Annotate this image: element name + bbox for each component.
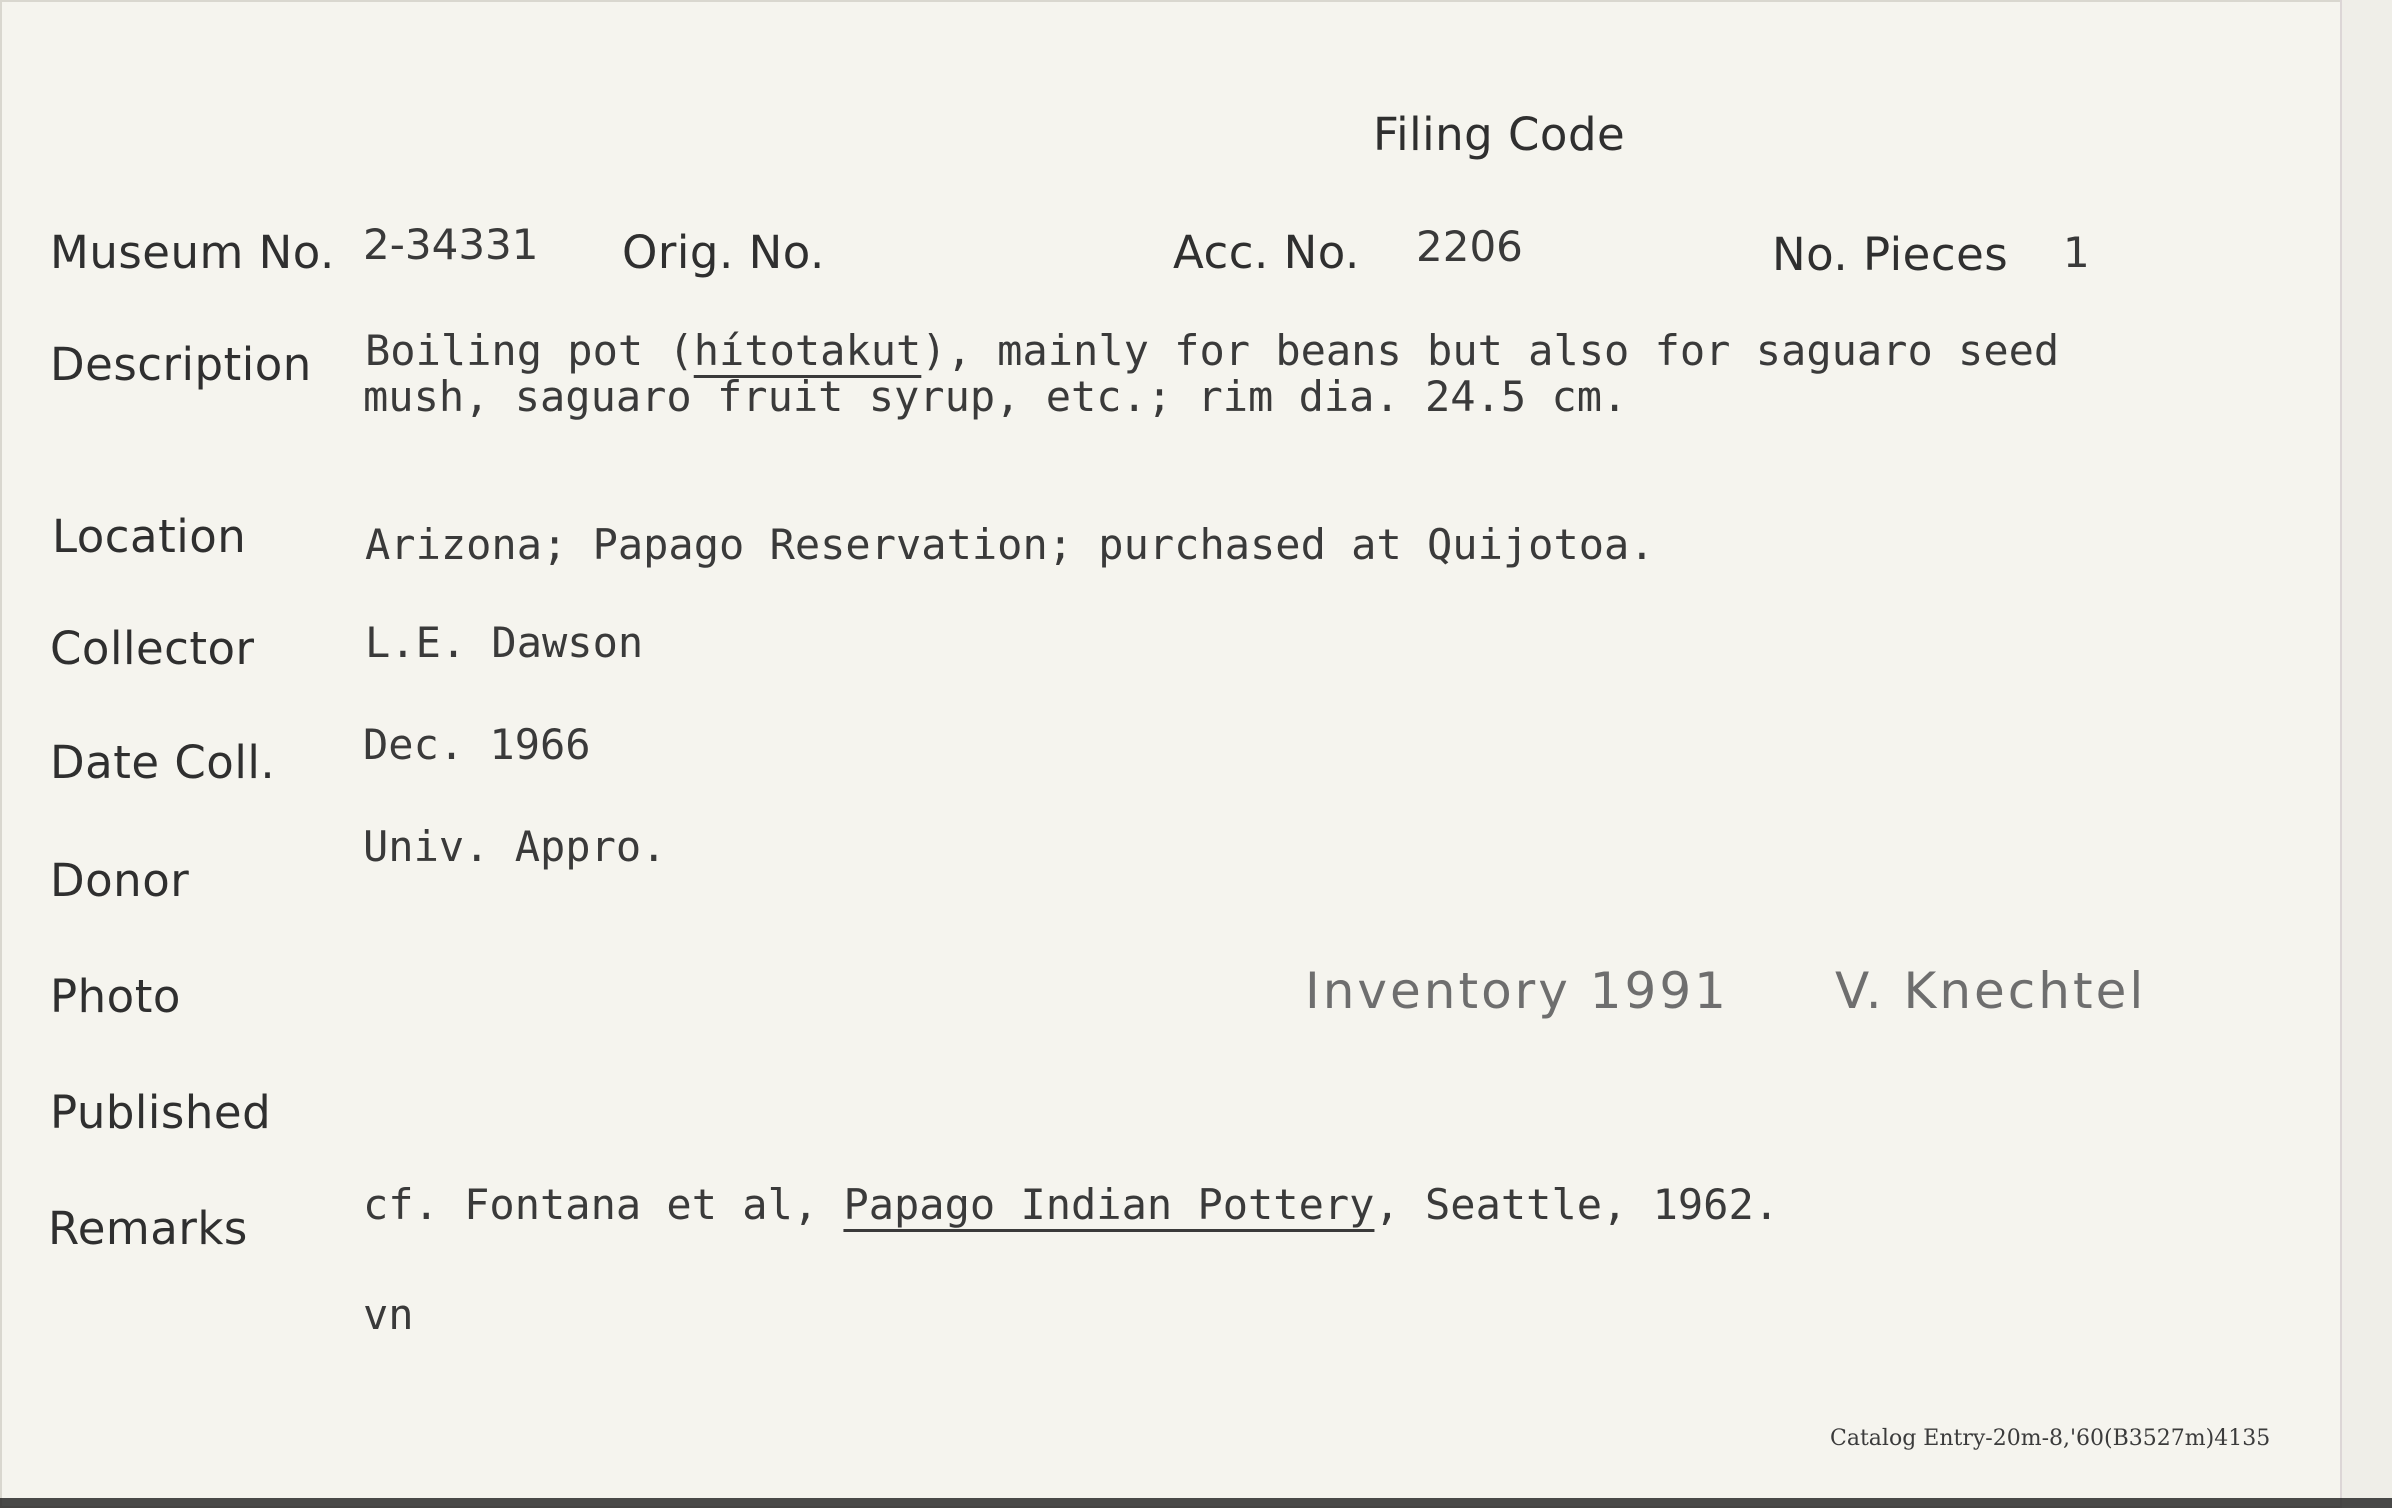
location-label: Location [52,510,247,563]
card-bottom-shadow [0,1498,2392,1508]
published-label: Published [50,1086,272,1139]
orig-no-label: Orig. No. [622,226,825,279]
remarks-value [363,1180,1779,1229]
collector-value: L.E. Dawson [365,618,644,667]
location-value: Arizona; Papago Reservation; purchased at Quijotoa. [365,520,1655,569]
no-pieces-label: No. Pieces [1772,228,2009,281]
remarks-label: Remarks [48,1202,248,1255]
acc-no-value: 2206 [1416,222,1523,271]
donor-label: Donor [50,854,190,907]
museum-no-value: 2-34331 [363,220,539,269]
publication-title: Papago Indian Pottery [843,1180,1375,1229]
description-line-1 [365,326,2059,375]
remarks-pre: cf. Fontana et al, [363,1180,844,1229]
filing-code-label: Filing Code [1373,108,1626,161]
description-label: Description [50,338,312,391]
description-line-1-pre: Boiling pot ( [365,326,694,375]
inventory-stamp-name: V. Knechtel [1835,962,2147,1020]
inventory-stamp: Inventory 1991 [1305,962,1729,1020]
remarks-post: , Seattle, 1962. [1374,1180,1780,1229]
description-line-1-post: ), mainly for beans but also for saguaro seed [921,326,2060,375]
date-coll-label: Date Coll. [50,736,276,789]
museum-no-label: Museum No. [50,226,335,279]
card-right-edge [2340,0,2392,1508]
date-coll-value: Dec. 1966 [363,720,591,769]
collector-label: Collector [50,622,255,675]
catalog-entry-print: Catalog Entry-20m-8,'60(B3527m)4135 [1830,1426,2271,1451]
no-pieces-value: 1 [2063,228,2090,277]
photo-label: Photo [50,970,181,1023]
donor-value: Univ. Appro. [363,822,667,871]
native-term: hítotakut [693,326,922,375]
description-line-2: mush, saguaro fruit syrup, etc.; rim dia. 24.5 cm. [363,372,1628,421]
typist-initials: vn [363,1290,414,1339]
acc-no-label: Acc. No. [1173,226,1360,279]
